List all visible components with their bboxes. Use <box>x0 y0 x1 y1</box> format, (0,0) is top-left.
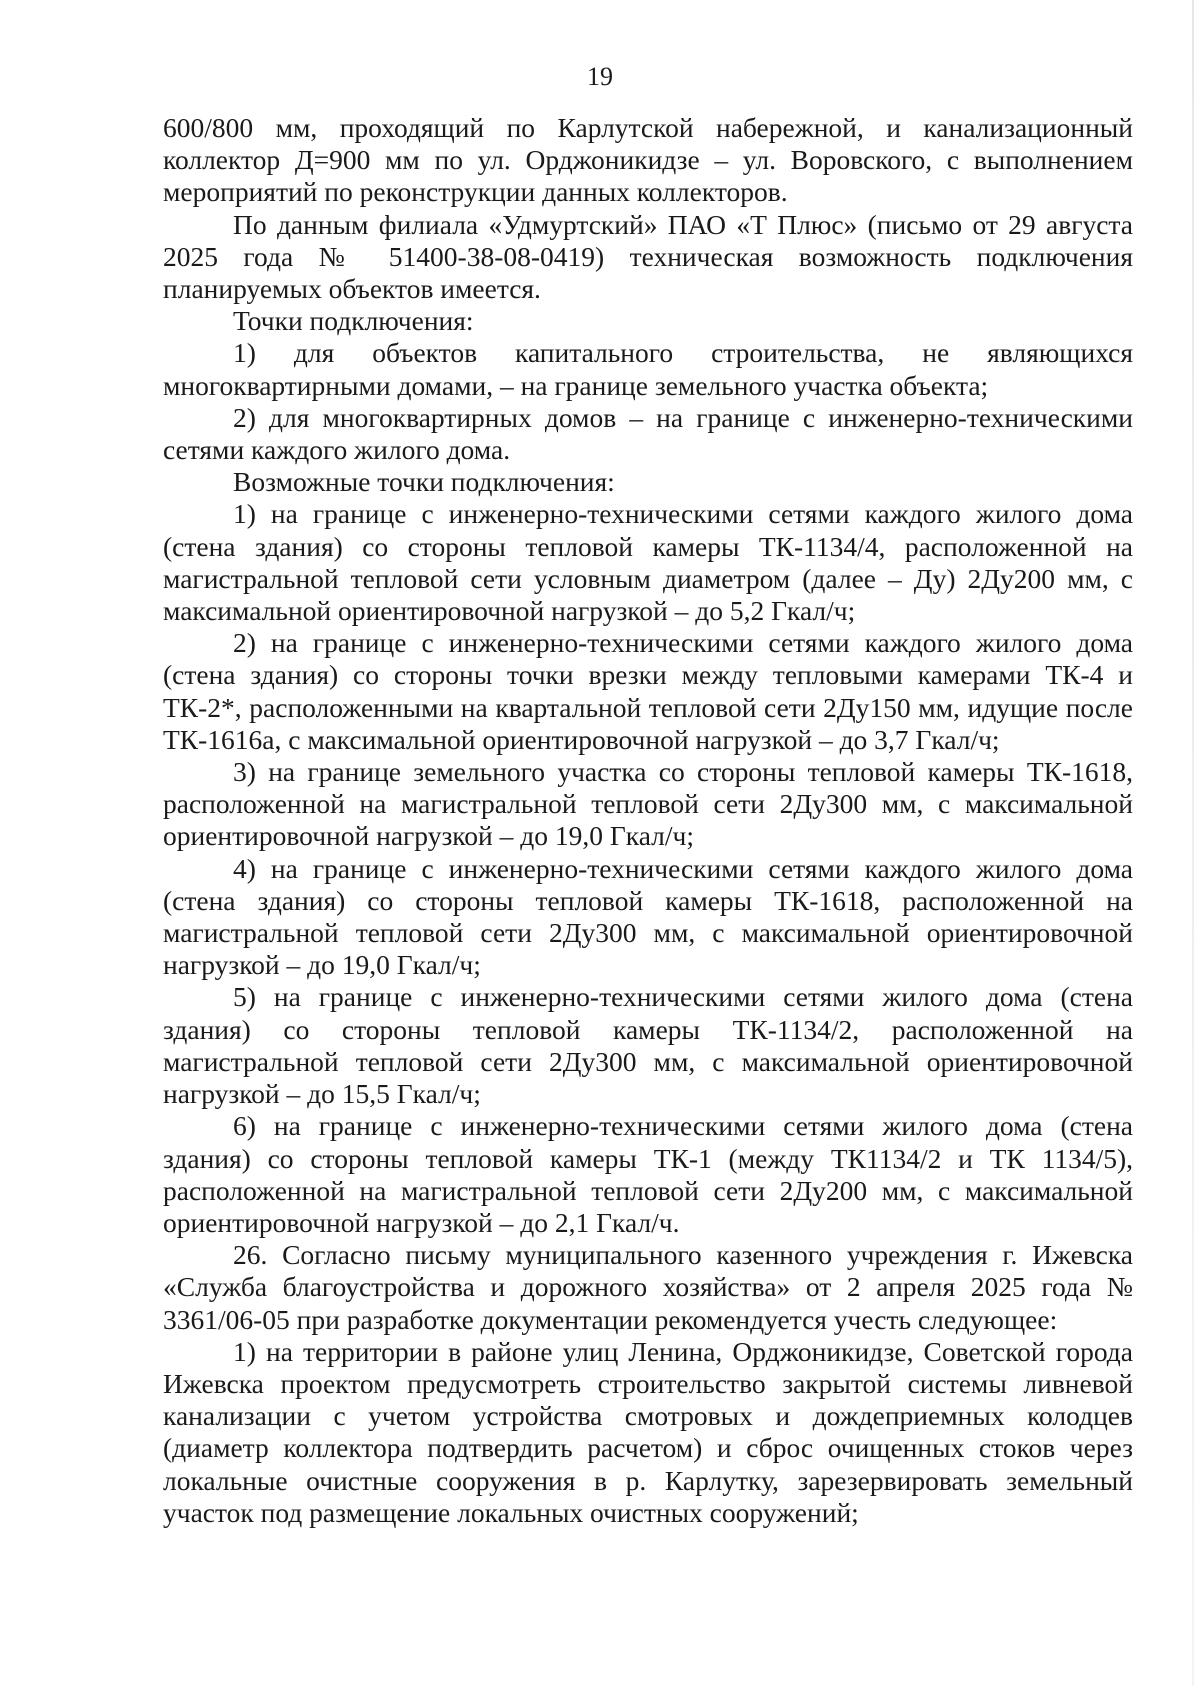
paragraph-possible-point-6: 6) на границе с инженерно-техническими сетями жилого дома (стена здания) со стороны тепловой камеры ТК-1 (между ТК1134/2 и ТК 1134/5), расположенной на магистральной тепловой сети 2Ду200 мм, с максимальной ориентировочной нагрузкой – до 2,1 Гкал/ч. <box>163 1110 1133 1238</box>
scan-edge <box>1192 0 1194 1686</box>
paragraph-possible-point-5: 5) на границе с инженерно-техническими сетями жилого дома (стена здания) со стороны тепловой камеры ТК-1134/2, расположенной на магистральной тепловой сети 2Ду300 мм, с максимальной ориентировочной нагрузкой – до 15,5 Гкал/ч; <box>163 981 1133 1110</box>
paragraph-continued-collector: 600/800 мм, проходящий по Карлутской набережной, и канализационный коллектор Д=900 мм по ул. Орджоникидзе – ул. Воровского, с выполнением мероприятий по реконструкции данных коллекторов. <box>163 112 1133 208</box>
paragraph-possible-point-1: 1) на границе с инженерно-техническими сетями каждого жилого дома (стена здания) со стороны тепловой камеры ТК-1134/4, расположенной на магистральной тепловой сети условным диаметром (далее – Ду) 2Ду200 мм, с максимальной ориентировочной нагрузкой – до 5,2 Гкал/ч; <box>163 498 1133 627</box>
paragraph-connection-points-heading: Точки подключения: <box>233 305 474 337</box>
paragraph-item-26: 26. Согласно письму муниципального казенного учреждения г. Ижевска «Служба благоустройства и дорожного хозяйства» от 2 апреля 2025 года № 3361/06-05 при разработке документации рекомендуется учесть следующее: <box>163 1239 1133 1335</box>
page-number: 19 <box>587 62 613 91</box>
paragraph-t-plus-letter: По данным филиала «Удмуртский» ПАО «Т Плюс» (письмо от 29 августа 2025 года № 51400-38-08-0419) техническая возможность подключения планируемых объектов имеется. <box>163 208 1133 305</box>
paragraph-connection-point-2: 2) для многоквартирных домов – на границе с инженерно-техническими сетями каждого жилого дома. <box>163 401 1133 466</box>
paragraph-possible-point-2: 2) на границе с инженерно-техническими сетями каждого жилого дома (стена здания) со стороны точки врезки между тепловыми камерами ТК-4 и ТК-2*, расположенными на квартальной тепловой сети 2Ду150 мм, идущие после ТК-1616а, с максимальной ориентировочной нагрузкой – до 3,7 Гкал/ч; <box>163 627 1133 755</box>
paragraph-possible-point-3: 3) на границе земельного участка со стороны тепловой камеры ТК-1618, расположенной на магистральной тепловой сети 2Ду300 мм, с максимальной ориентировочной нагрузкой – до 19,0 Гкал/ч; <box>163 756 1133 852</box>
paragraph-possible-point-4: 4) на границе с инженерно-техническими сетями каждого жилого дома (стена здания) со стороны тепловой камеры ТК-1618, расположенной на магистральной тепловой сети 2Ду300 мм, с максимальной ориентировочной нагрузкой – до 19,0 Гкал/ч; <box>163 852 1133 981</box>
paragraph-item-26-1: 1) на территории в районе улиц Ленина, Орджоникидзе, Советской города Ижевска проектом предусмотреть строительство закрытой системы ливневой канализации с учетом устройства смотровых и дождеприемных колодцев (диаметр коллектора подтвердить расчетом) и сброс очищенных стоков через локальные очистные сооружения в р. Карлутку, зарезервировать земельный участок под размещение локальных очистных сооружений; <box>163 1335 1133 1528</box>
paragraph-connection-point-1: 1) для объектов капитального строительства, не являющихся многоквартирными домами, – на границе земельного участка объекта; <box>163 337 1133 401</box>
paragraph-possible-points-heading: Возможные точки подключения: <box>233 466 615 498</box>
document-body <box>163 112 1133 1529</box>
